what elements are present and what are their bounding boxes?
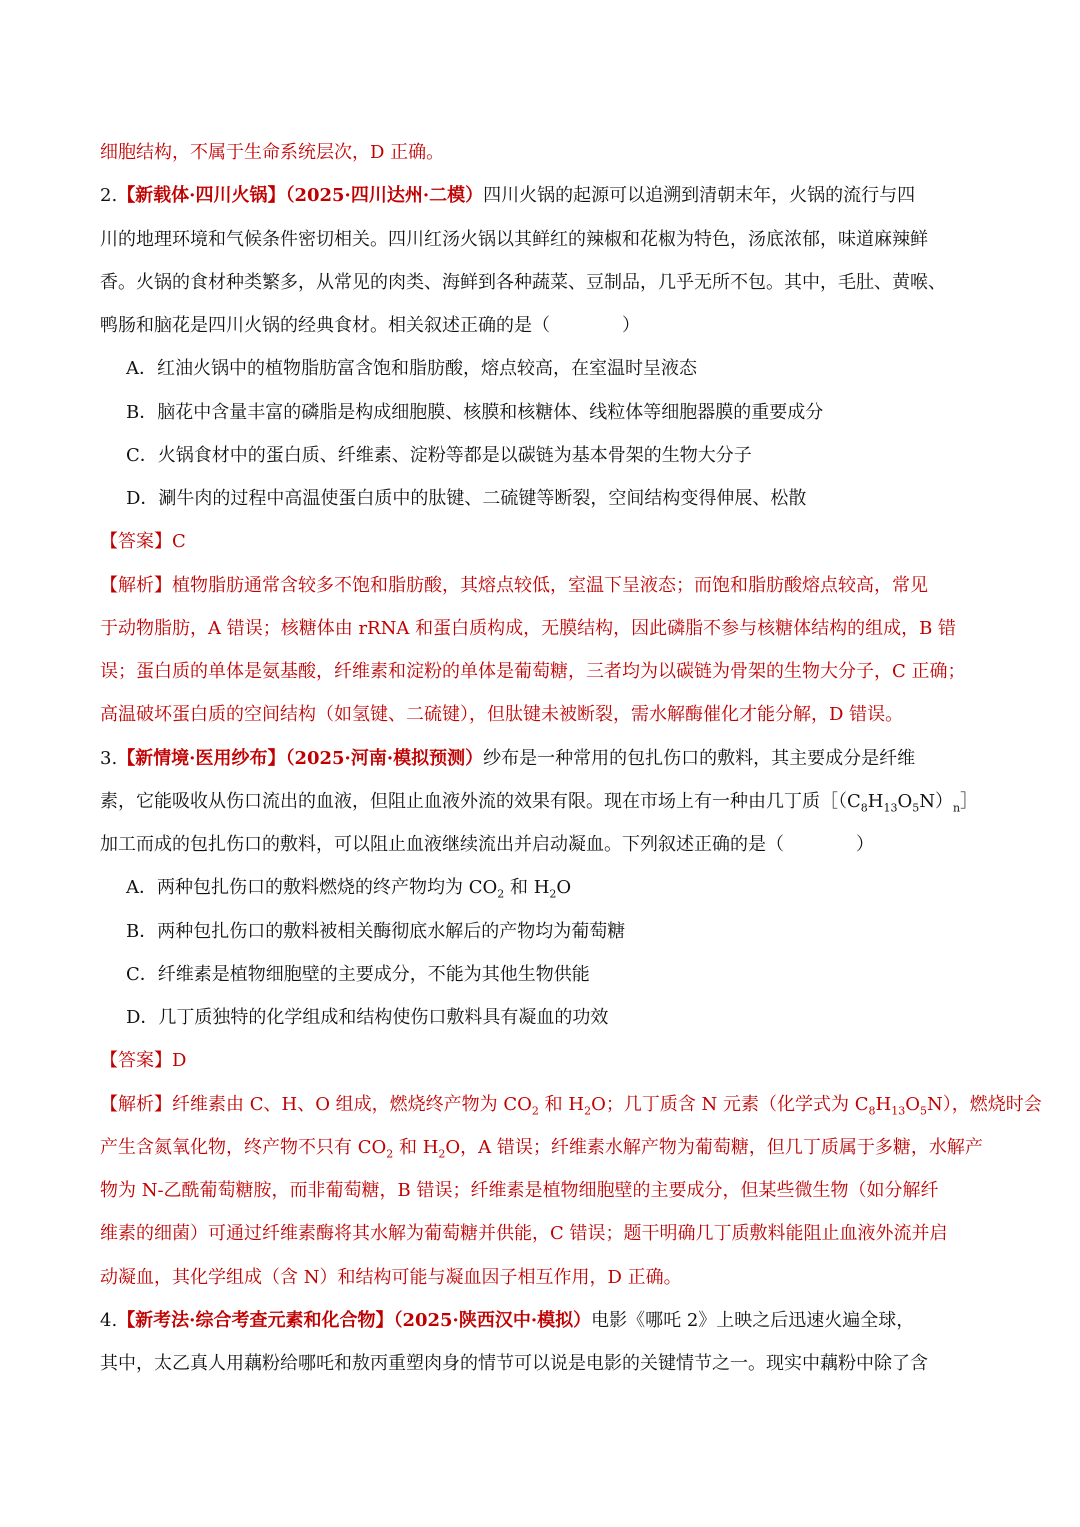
q2-option-a: A．红油火锅中的植物脂肪富含饱和脂肪酸，熔点较高，在室温时呈液态 (126, 358, 697, 379)
q4-stem-text: 电影《哪吒 2》上映之后迅速火遍全球， (591, 1310, 915, 1331)
explanation-text: 和 H (393, 1137, 439, 1158)
q2-answer (100, 529, 985, 555)
q2-source-tag: 【新载体·四川火锅】（2025·四川达州·二模） (117, 185, 484, 206)
q2-option-d: D．涮牛肉的过程中高温使蛋白质中的肽键、二硫键等断裂，空间结构变得伸展、松散 (126, 488, 807, 509)
subscript: n (953, 801, 961, 815)
q2-stem-line-3: 香。火锅的食材种类繁多，从常见的肉类、海鲜到各种蔬菜、豆制品，几乎无所不包。其中，毛肚、黄喉、 (100, 272, 946, 293)
q2-explanation-text: 植物脂肪通常含较多不饱和脂肪酸，其熔点较低，室温下呈液态；而饱和脂肪酸熔点较高，常见 (172, 575, 928, 596)
q3-explanation-line-5: 动凝血，其化学组成（含 N）和结构可能与凝血因子相互作用，D 正确。 (100, 1267, 682, 1288)
subscript: 2 (584, 1104, 592, 1118)
formula-part: O (897, 791, 913, 812)
q4-stem-line-1 (100, 1308, 985, 1334)
formula-part: N） (919, 791, 953, 812)
formula-part: H (875, 1094, 892, 1115)
q2-stem-line-4: 鸭肠和脑花是四川火锅的经典食材。相关叙述正确的是（ ） (100, 315, 640, 336)
q3-answer-value: D (172, 1050, 187, 1071)
q2-number: 2. (100, 185, 118, 206)
q2-option-b: B．脑花中含量丰富的磷脂是构成细胞膜、核膜和核糖体、线粒体等细胞器膜的重要成分 (126, 402, 824, 423)
subscript: 2 (386, 1147, 394, 1161)
q2-explanation-line-3: 误；蛋白质的单体是氨基酸，纤维素和淀粉的单体是葡萄糖，三者均为以碳链为骨架的生物大分子，C 正确； (100, 661, 966, 682)
subscript: 13 (883, 801, 898, 815)
q3-answer-label: 【答案】 (100, 1050, 172, 1071)
subscript: 5 (912, 801, 920, 815)
q2-explanation-line-2: 于动物脂肪，A 错误；核糖体由 rRNA 和蛋白质构成，无膜结构，因此磷脂不参与核糖体结构的组成，B 错 (100, 618, 957, 639)
explanation-text: 纤维素由 C、H、O 组成，燃烧终产物为 CO (172, 1094, 532, 1115)
q3-stem-line-1 (100, 746, 985, 772)
q3-stem-line-2 (100, 789, 985, 815)
q2-explanation-line-1 (100, 573, 985, 599)
explanation-text: 和 H (538, 1094, 585, 1115)
formula-part: H (867, 791, 884, 812)
q2-answer-label: 【答案】 (100, 531, 172, 552)
q2-explanation-label: 【解析】 (100, 575, 172, 596)
explanation-text: O；几丁质含 N 元素（化学式为 C (591, 1094, 869, 1115)
q3-explanation-line-4: 维素的细菌）可通过纤维素酶将其水解为葡萄糖并供能，C 错误；题干明确几丁质敷料能阻止血液外流并启 (100, 1223, 948, 1244)
explanation-text: N），燃烧时会 (926, 1094, 1042, 1115)
q3-explanation-line-2 (100, 1135, 985, 1161)
q2-answer-value: C (172, 531, 186, 552)
q3-explanation-line-3: 物为 N-乙酰葡萄糖胺，而非葡萄糖，B 错误；纤维素是植物细胞壁的主要成分，但某些微生物（如分解纤 (100, 1180, 939, 1201)
q3-stem-line-3: 加工而成的包扎伤口的敷料，可以阻止血液继续流出并启动凝血。下列叙述正确的是（ ） (100, 834, 874, 855)
explanation-text: O，A 错误；纤维素水解产物为葡萄糖，但几丁质属于多糖，水解产 (445, 1137, 983, 1158)
subscript: 2 (549, 887, 557, 901)
q3-explanation-label: 【解析】 (100, 1094, 172, 1115)
explanation-text: 产生含氮氧化物，终产物不只有 CO (100, 1137, 387, 1158)
subscript: 8 (860, 801, 868, 815)
q2-stem-line-1 (100, 183, 985, 209)
q4-source-tag: 【新考法·综合考查元素和化合物】（2025·陕西汉中·模拟） (117, 1310, 592, 1331)
q2-stem-text: 四川火锅的起源可以追溯到清朝末年，火锅的流行与四 (483, 185, 916, 206)
subscript: 2 (531, 1104, 539, 1118)
subscript: 8 (868, 1104, 876, 1118)
q1-explanation-tail: 细胞结构，不属于生命系统层次，D 正确。 (100, 142, 445, 163)
q2-explanation-line-4: 高温破坏蛋白质的空间结构（如氢键、二硫键），但肽键未被断裂，需水解酶催化才能分解，D 错误。 (100, 704, 904, 725)
q3-option-c: C．纤维素是植物细胞壁的主要成分，不能为其他生物供能 (126, 964, 590, 985)
option-text: A．两种包扎伤口的敷料燃烧的终产物均为 CO (126, 877, 498, 898)
formula-part: ］ (960, 791, 979, 812)
q4-stem-line-2: 其中，太乙真人用藕粉给哪吒和敖丙重塑肉身的情节可以说是电影的关键情节之一。现实中藕粉中除了含 (100, 1353, 928, 1374)
q3-number: 3. (100, 748, 118, 769)
q3-option-a (126, 875, 986, 901)
subscript: 5 (919, 1104, 927, 1118)
formula-part: O (905, 1094, 920, 1115)
option-text: 和 H (504, 877, 550, 898)
subscript: 2 (497, 887, 505, 901)
q3-source-tag: 【新情境·医用纱布】（2025·河南·模拟预测） (117, 748, 484, 769)
q3-answer (100, 1048, 985, 1074)
q3-option-d: D．几丁质独特的化学组成和结构使伤口敷料具有凝血的功效 (126, 1007, 609, 1028)
q3-stem-text-2: 素，它能吸收从伤口流出的血液，但阻止血液外流的效果有限。现在市场上有一种由几丁质［（C (100, 791, 861, 812)
q2-option-c: C．火锅食材中的蛋白质、纤维素、淀粉等都是以碳链为基本骨架的生物大分子 (126, 445, 752, 466)
q3-explanation-line-1 (100, 1092, 1042, 1118)
q2-stem-line-2: 川的地理环境和气候条件密切相关。四川红汤火锅以其鲜红的辣椒和花椒为特色，汤底浓郁，味道麻辣鲜 (100, 229, 928, 250)
q3-stem-text: 纱布是一种常用的包扎伤口的敷料，其主要成分是纤维 (483, 748, 916, 769)
option-text: O (556, 877, 572, 898)
subscript: 2 (438, 1147, 446, 1161)
q3-option-b: B．两种包扎伤口的敷料被相关酶彻底水解后的产物均为葡萄糖 (126, 921, 626, 942)
q4-number: 4. (100, 1310, 118, 1331)
subscript: 13 (891, 1104, 906, 1118)
